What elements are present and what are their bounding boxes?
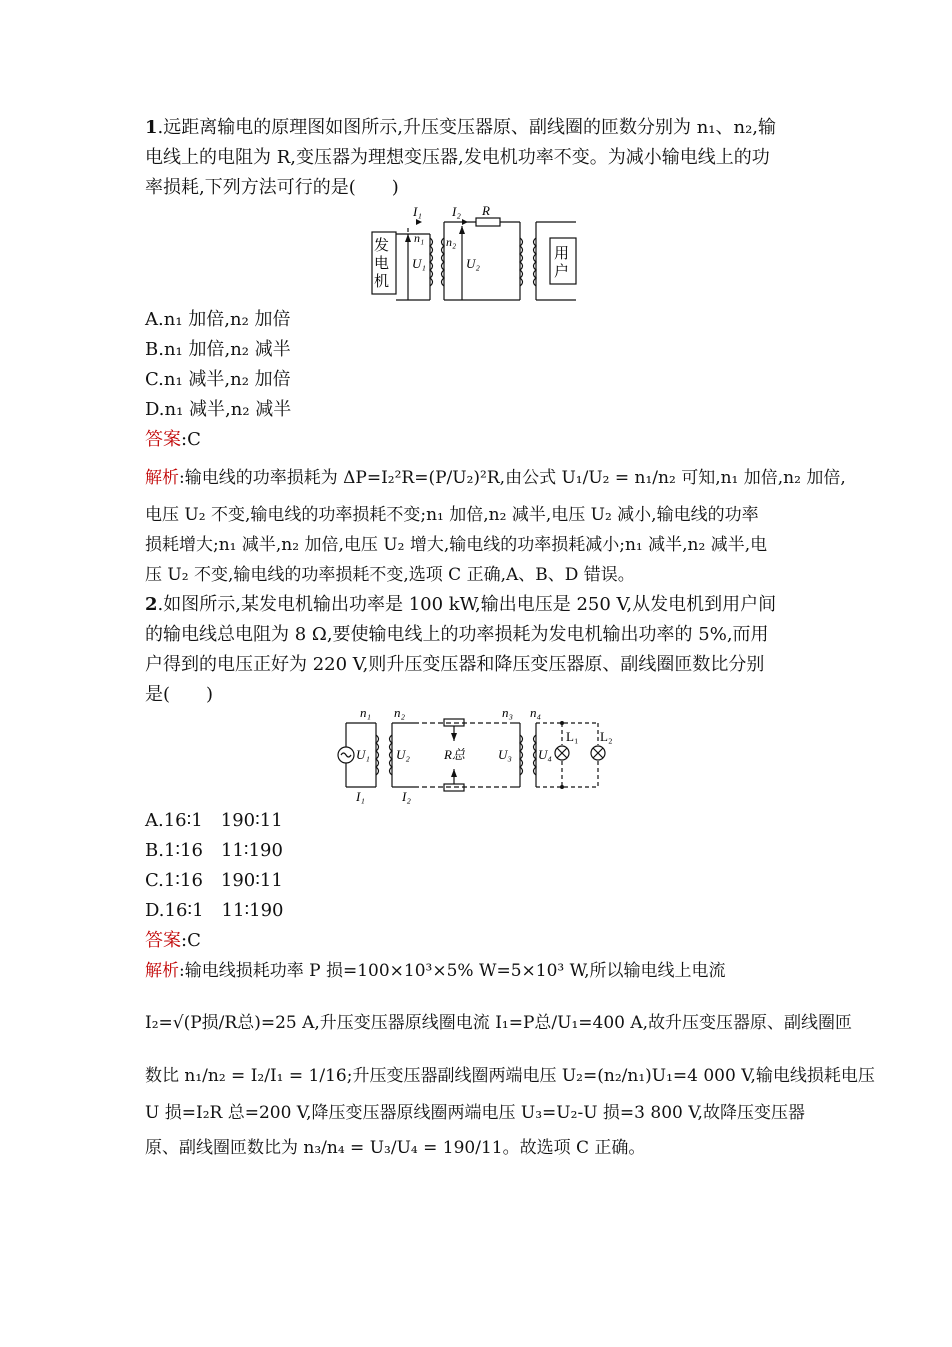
q1-gen-label-1: 发 — [374, 238, 390, 254]
q2-n1-label: n₁ — [360, 705, 372, 720]
q1-user-label-1: 用 — [554, 246, 570, 262]
q1-analysis-text-1: :输电线的功率损耗为 ΔP=I₂²R=(P/U₂)²R,由公式 U₁/U₂ = n₁/n₂ 可知,n₁ 加倍,n₂ 加倍, — [179, 468, 846, 488]
q2-option-c: C.1∶16 190∶11 — [145, 870, 283, 891]
q2-analysis-line-4: U 损=I₂R 总=200 V,降压变压器原线圈两端电压 U₃=U₂-U 损=3 800 V,故降压变压器 — [145, 1103, 805, 1123]
q2-option-a: A.16∶1 190∶11 — [145, 810, 283, 831]
q2-number: 2 — [145, 594, 158, 615]
q1-U1-label: U₁ — [412, 256, 426, 271]
q1-answer — [145, 428, 201, 452]
q2-answer-value: :C — [181, 930, 201, 951]
q2-analysis-line-3: 数比 n₁/n₂ = I₂/I₁ = 1/16;升压变压器副线圈两端电压 U₂=(n₂/n₁)U₁=4 000 V,输电线损耗电压 — [145, 1066, 875, 1086]
q1-stem-line-3: 率损耗,下列方法可行的是( ) — [145, 177, 399, 198]
q2-stem-line-2: 的输电线总电阻为 8 Ω,要使输电线上的功率损耗为发电机输出功率的 5%,而用 — [145, 624, 769, 645]
q2-option-b: B.1∶16 11∶190 — [145, 840, 283, 861]
q1-stem-line-2: 电线上的电阻为 R,变压器为理想变压器,发电机功率不变。为减小输电线上的功 — [145, 147, 770, 168]
q2-U3-label: U₃ — [498, 747, 512, 762]
q1-analysis-label: 解析 — [145, 468, 179, 488]
q1-user-label-2: 户 — [554, 264, 570, 280]
q2-stem-line-1 — [145, 593, 776, 617]
q2-answer-label: 答案 — [145, 930, 181, 951]
q1-analysis-line-2: 电压 U₂ 不变,输电线的功率损耗不变;n₁ 加倍,n₂ 减半,电压 U₂ 减小,输电线的功率 — [145, 505, 759, 525]
q2-I1-label: I₁ — [356, 789, 365, 804]
q1-gen-label-2: 电 — [374, 256, 390, 272]
q1-I1-label: I₁ — [413, 204, 422, 219]
q1-number: 1 — [145, 117, 158, 138]
q1-gen-label-3: 机 — [374, 274, 390, 290]
q1-option-d: D.n₁ 减半,n₂ 减半 — [145, 399, 292, 420]
q2-I2-label: I₂ — [402, 789, 411, 804]
q1-stem-line-1 — [145, 116, 776, 140]
q1-analysis-line-3: 损耗增大;n₁ 减半,n₂ 加倍,电压 U₂ 增大,输电线的功率损耗减小;n₁ 减半,n₂ 减半,电 — [145, 535, 768, 555]
q1-answer-label: 答案 — [145, 429, 181, 450]
q1-circuit-diagram — [368, 202, 582, 302]
q2-n2-label: n₂ — [394, 705, 406, 720]
q2-stem-line-4: 是( ) — [145, 684, 214, 705]
q2-U4-label: U₄ — [538, 747, 552, 762]
q1-option-a: A.n₁ 加倍,n₂ 加倍 — [145, 309, 291, 330]
q1-analysis-line-4: 压 U₂ 不变,输电线的功率损耗不变,选项 C 正确,A、B、D 错误。 — [145, 565, 635, 585]
q2-n4-label: n₄ — [530, 705, 542, 720]
q2-stem-line-3: 户得到的电压正好为 220 V,则升压变压器和降压变压器原、副线圈匝数比分别 — [145, 654, 765, 675]
q1-R-label: R — [482, 203, 490, 218]
q2-analysis-text-1: :输电线损耗功率 P 损=100×10³×5% W=5×10³ W,所以输电线上电流 — [179, 961, 726, 981]
q1-analysis-line-1 — [145, 466, 846, 490]
q2-L2-label: L₂ — [600, 729, 613, 744]
q1-option-b: B.n₁ 加倍,n₂ 减半 — [145, 339, 291, 360]
q2-analysis-line-1 — [145, 959, 726, 983]
q2-analysis-line-5: 原、副线圈匝数比为 n₃/n₄ = U₃/U₄ = 190/11。故选项 C 正确。 — [145, 1138, 646, 1158]
q2-U2-label: U₂ — [396, 747, 410, 762]
q1-I2-label: I₂ — [452, 204, 461, 219]
q1-answer-value: :C — [181, 429, 201, 450]
q1-n1-label: n₁ — [414, 231, 425, 245]
q1-option-c: C.n₁ 减半,n₂ 加倍 — [145, 369, 291, 390]
q2-n3-label: n₃ — [502, 705, 514, 720]
q2-L1-label: L₁ — [566, 729, 579, 744]
q2-stem-text-1: .如图所示,某发电机输出功率是 100 kW,输出电压是 250 V,从发电机到用户间 — [157, 594, 777, 615]
q1-U2-label: U₂ — [466, 256, 480, 271]
q2-U1-label: U₁ — [356, 747, 370, 762]
q2-option-d: D.16∶1 11∶190 — [145, 900, 284, 921]
q2-answer — [145, 929, 201, 953]
q2-circuit-diagram — [330, 705, 620, 805]
q2-analysis-line-2: I₂=√(P损/R总)=25 A,升压变压器原线圈电流 I₁=P总/U₁=400 A,故升压变压器原、副线圈匝 — [145, 1013, 853, 1033]
q1-stem-text-1: .远距离输电的原理图如图所示,升压变压器原、副线圈的匝数分别为 n₁、n₂,输 — [157, 117, 777, 138]
q2-R-label: R总 — [444, 747, 465, 762]
q2-analysis-label: 解析 — [145, 961, 179, 981]
q1-n2-label: n₂ — [446, 235, 457, 249]
